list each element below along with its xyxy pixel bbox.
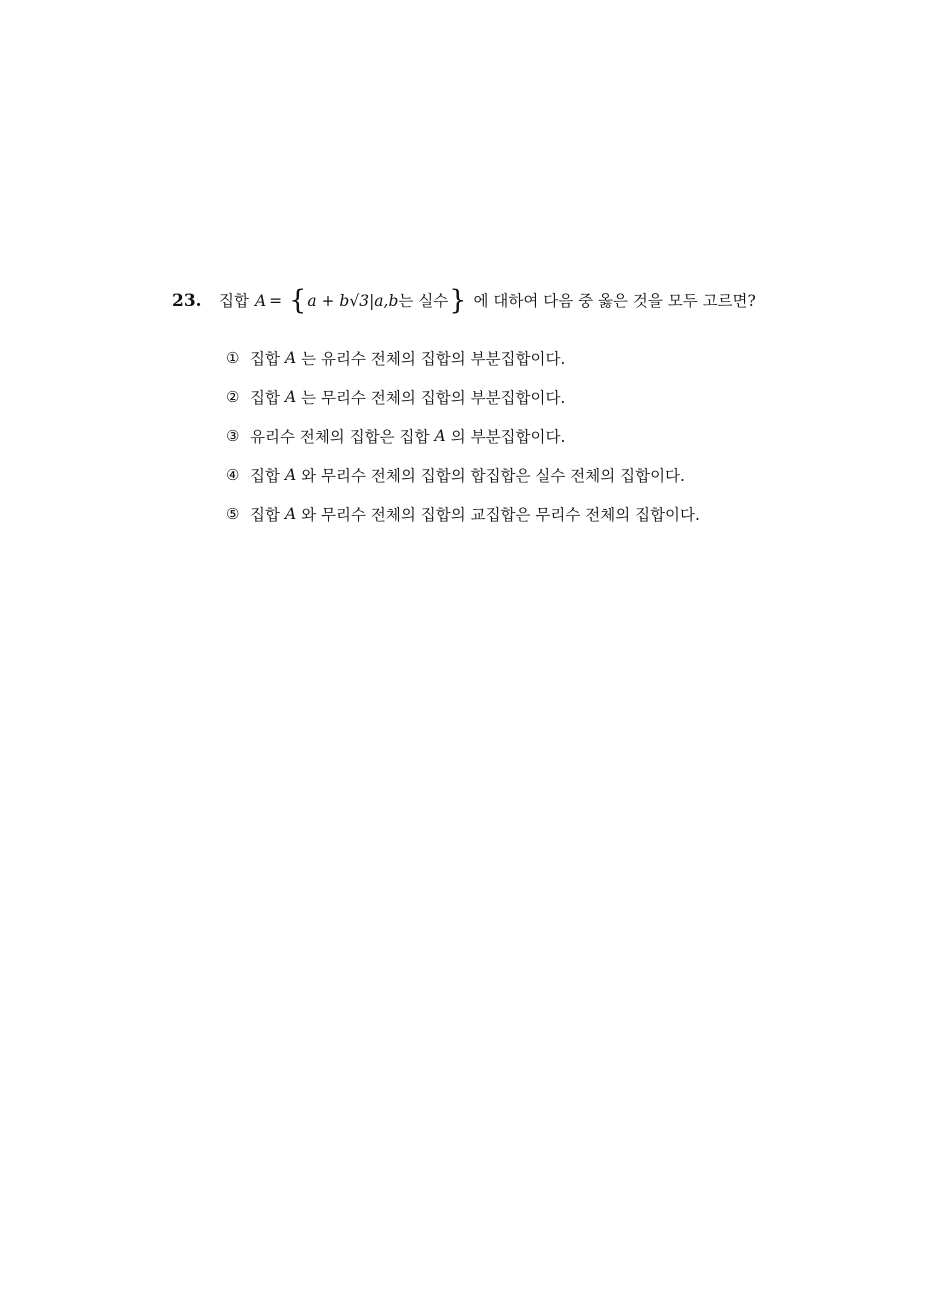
choice-5[interactable]: [226, 494, 872, 533]
set-condition: 는 실수: [398, 292, 449, 310]
set-expression: a + b√3|a,: [307, 292, 389, 310]
set-variable-b: b: [388, 292, 399, 310]
choice-text: [250, 425, 565, 447]
choice-text-before: 집합: [250, 505, 280, 524]
open-brace: {: [289, 284, 307, 316]
choice-text-after: 는 유리수 전체의 집합의 부분집합이다.: [301, 349, 566, 368]
choice-marker: ④: [226, 465, 240, 484]
choice-variable: A: [284, 465, 297, 484]
choice-text-before: 집합: [250, 388, 280, 407]
choice-text: [250, 347, 565, 369]
choice-text: [250, 464, 685, 486]
stem-prefix: 집합: [219, 292, 249, 310]
choice-variable: A: [284, 387, 297, 406]
choice-text-before: 집합: [250, 349, 280, 368]
choice-text-after: 는 무리수 전체의 집합의 부분집합이다.: [301, 388, 566, 407]
choice-marker: ③: [226, 426, 240, 445]
choice-text-before: 집합: [250, 466, 280, 485]
choice-3[interactable]: [226, 416, 872, 455]
stem-suffix: 에 대하여 다음 중 옳은 것을 모두 고르면?: [473, 292, 756, 310]
choice-text-after: 의 부분집합이다.: [450, 427, 566, 446]
choice-text: [250, 386, 565, 408]
choice-variable: A: [284, 348, 297, 367]
choice-text-before: 유리수 전체의 집합은 집합: [250, 427, 430, 446]
question-stem: [172, 286, 872, 316]
choice-marker: ①: [226, 348, 240, 367]
choice-marker: ②: [226, 387, 240, 406]
choice-text-after: 와 무리수 전체의 집합의 합집합은 실수 전체의 집합이다.: [301, 466, 685, 485]
choice-variable: A: [284, 504, 297, 523]
problem-23: [172, 286, 872, 533]
choice-variable: A: [434, 426, 446, 445]
choice-4[interactable]: [226, 455, 872, 494]
choice-text: [250, 503, 700, 525]
choice-marker: ⑤: [226, 504, 240, 523]
choice-2[interactable]: [226, 377, 872, 416]
close-brace: }: [449, 284, 467, 316]
choice-list: [226, 338, 872, 533]
set-name: A: [254, 292, 267, 310]
choice-1[interactable]: [226, 338, 872, 377]
question-number: 23.: [172, 291, 202, 311]
choice-text-after: 와 무리수 전체의 집합의 교집합은 무리수 전체의 집합이다.: [301, 505, 700, 524]
equals-sign: =: [269, 292, 283, 310]
